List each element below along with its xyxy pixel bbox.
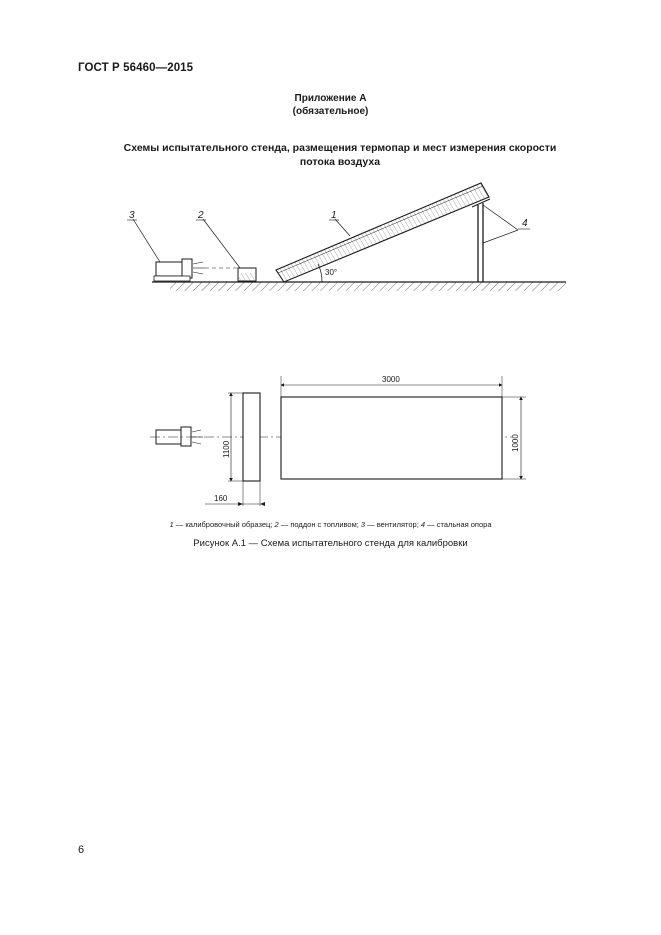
leader-1 [335,219,350,236]
leader-3 [133,219,160,262]
tray-width-dimension: 1100 [222,440,231,458]
figure-caption: Рисунок А.1 — Схема испытательного стенда для калибровки [193,538,468,549]
calibration-specimen-side [276,183,489,282]
figure-heading-line-1: Схемы испытательного стенда, размещения термопар и мест измерения скорости [123,142,557,154]
specimen-length-dimension: 3000 [382,375,400,384]
specimen-width-dimension: 1000 [511,434,520,452]
appendix-title: Приложение А [294,93,367,104]
figure-legend [0,520,661,529]
legend-item-2: 2 — поддон с топливом; [274,520,361,529]
ground-hatching [170,282,566,291]
legend-item-3: 3 — вентилятор; [360,520,421,529]
calibration-specimen-plan [281,397,502,479]
plan-view [150,375,526,506]
leader-2 [203,219,240,268]
callout-1: 1 [331,210,337,221]
fuel-tray-plan [243,393,260,481]
callout-3: 3 [129,210,135,221]
leader-4b [483,230,518,243]
angle-label: 30° [325,268,338,277]
leader-4a [483,205,518,230]
legend-item-4: 4 — стальная опора [420,520,492,529]
page-number: 6 [78,844,85,856]
legend-item-1: 1 — калибровочный образец; [169,520,275,529]
document-standard-number: ГОСТ Р 56460—2015 [78,62,194,74]
appendix-status: (обязательное) [292,106,369,117]
fan-plan [156,427,203,446]
callout-4: 4 [522,218,528,229]
figure-heading-line-2: потока воздуха [299,155,381,168]
steel-support-side [472,199,490,282]
fuel-tray-side [238,268,256,281]
tray-depth-dimension: 160 [214,494,228,503]
fan-side [154,259,238,281]
side-view [127,183,566,291]
callout-2: 2 [198,210,204,221]
